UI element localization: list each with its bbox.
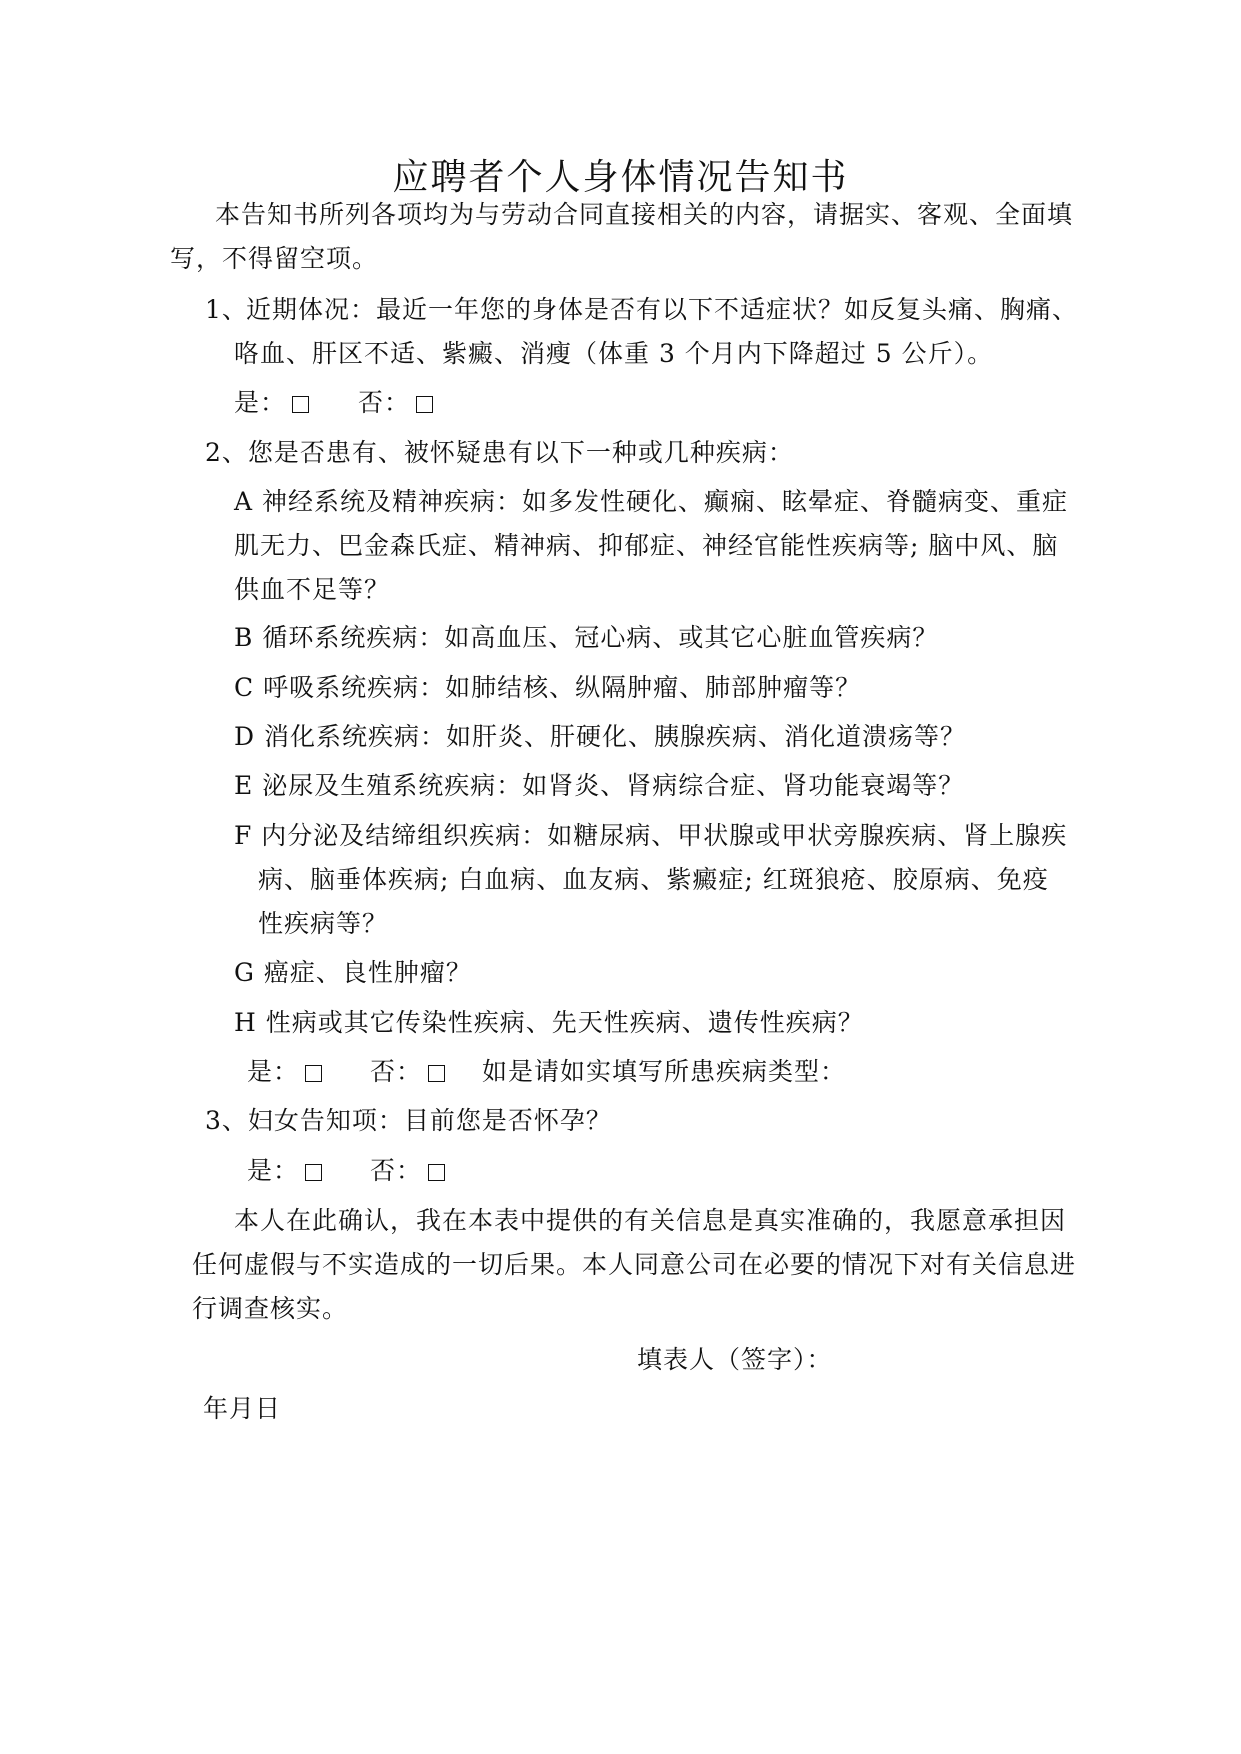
confirm-line-1: 本人在此确认，我在本表中提供的有关信息是真实准确的，我愿意承担因 [234, 1206, 1067, 1235]
q2-item-a-line-2: 肌无力、巴金森氏症、精神病、抑郁症、神经官能性疾病等; 脑中风、脑 [234, 531, 1059, 560]
signature-label: 填表人（签字）： [637, 1345, 833, 1374]
q3-heading: 3、妇女告知项：目前您是否怀孕？ [205, 1106, 612, 1135]
q2-yes-option [247, 1059, 322, 1084]
q3-yes-checkbox[interactable] [305, 1164, 322, 1181]
q2-heading: 2、您是否患有、被怀疑患有以下一种或几种疾病： [205, 438, 794, 467]
q2-item-a-line-1: A 神经系统及精神疾病：如多发性硬化、癫痫、眩晕症、脊髓病变、重症 [234, 487, 1069, 516]
q1-yes-checkbox[interactable] [292, 396, 309, 413]
q2-item-e: E 泌尿及生殖系统疾病：如肾炎、肾病综合症、肾功能衰竭等？ [234, 771, 965, 800]
q1-line-2: 咯血、肝区不适、紫癜、消瘦（体重 3 个月内下降超过 5 公斤）。 [234, 339, 994, 368]
q2-item-f-line-3: 性疾病等？ [258, 909, 389, 938]
q3-yes-option [247, 1158, 322, 1183]
document-title: 应聘者个人身体情况告知书 [392, 157, 849, 198]
q2-item-b: B 循环系统疾病：如高血压、冠心病、或其它心脏血管疾病？ [234, 623, 939, 652]
confirm-line-2: 任何虚假与不实造成的一切后果。本人同意公司在必要的情况下对有关信息进 [192, 1250, 1077, 1279]
q2-item-f-line-2: 病、脑垂体疾病; 白血病、血友病、紫癜症; 红斑狼疮、胶原病、免疫 [258, 865, 1049, 894]
q2-item-c: C 呼吸系统疾病：如肺结核、纵隔肿瘤、肺部肿瘤等？ [234, 673, 862, 702]
q3-no-option [370, 1158, 445, 1183]
q2-no-checkbox[interactable] [428, 1065, 445, 1082]
q2-item-d: D 消化系统疾病：如肝炎、肝硬化、胰腺疾病、消化道溃疡等？ [234, 722, 966, 751]
q2-no-option [370, 1059, 445, 1084]
q1-yes-option [234, 390, 309, 415]
q2-item-h: H 性病或其它传染性疾病、先天性疾病、遗传性疾病？ [234, 1008, 864, 1037]
q2-item-g: G 癌症、良性肿瘤？ [234, 958, 472, 987]
date-label: 年月日 [203, 1394, 282, 1423]
q1-number: 1、 [205, 295, 248, 324]
intro-line-1: 本告知书所列各项均为与劳动合同直接相关的内容，请据实、客观、全面填 [215, 200, 1074, 229]
q1-yes-label: 是： [234, 388, 287, 417]
confirm-line-3: 行调查核实。 [192, 1294, 349, 1323]
q1-line-1: 近期体况：最近一年您的身体是否有以下不适症状？如反复头痛、胸痛、 [246, 295, 1079, 324]
q2-yes-label: 是： [247, 1057, 300, 1086]
q2-fill-in-label: 如是请如实填写所患疾病类型： [482, 1057, 847, 1086]
q2-item-a-line-3: 供血不足等？ [234, 575, 391, 604]
q3-no-label: 否： [370, 1156, 423, 1185]
intro-line-2: 写，不得留空项。 [170, 244, 379, 273]
q1-no-option [358, 390, 433, 415]
q2-yes-checkbox[interactable] [305, 1065, 322, 1082]
q1-no-label: 否： [358, 388, 411, 417]
q3-yes-label: 是： [247, 1156, 300, 1185]
q2-no-label: 否： [370, 1057, 423, 1086]
q3-no-checkbox[interactable] [428, 1164, 445, 1181]
q1-no-checkbox[interactable] [416, 396, 433, 413]
q2-item-f-line-1: F 内分泌及结缔组织疾病：如糖尿病、甲状腺或甲状旁腺疾病、肾上腺疾 [234, 821, 1068, 850]
